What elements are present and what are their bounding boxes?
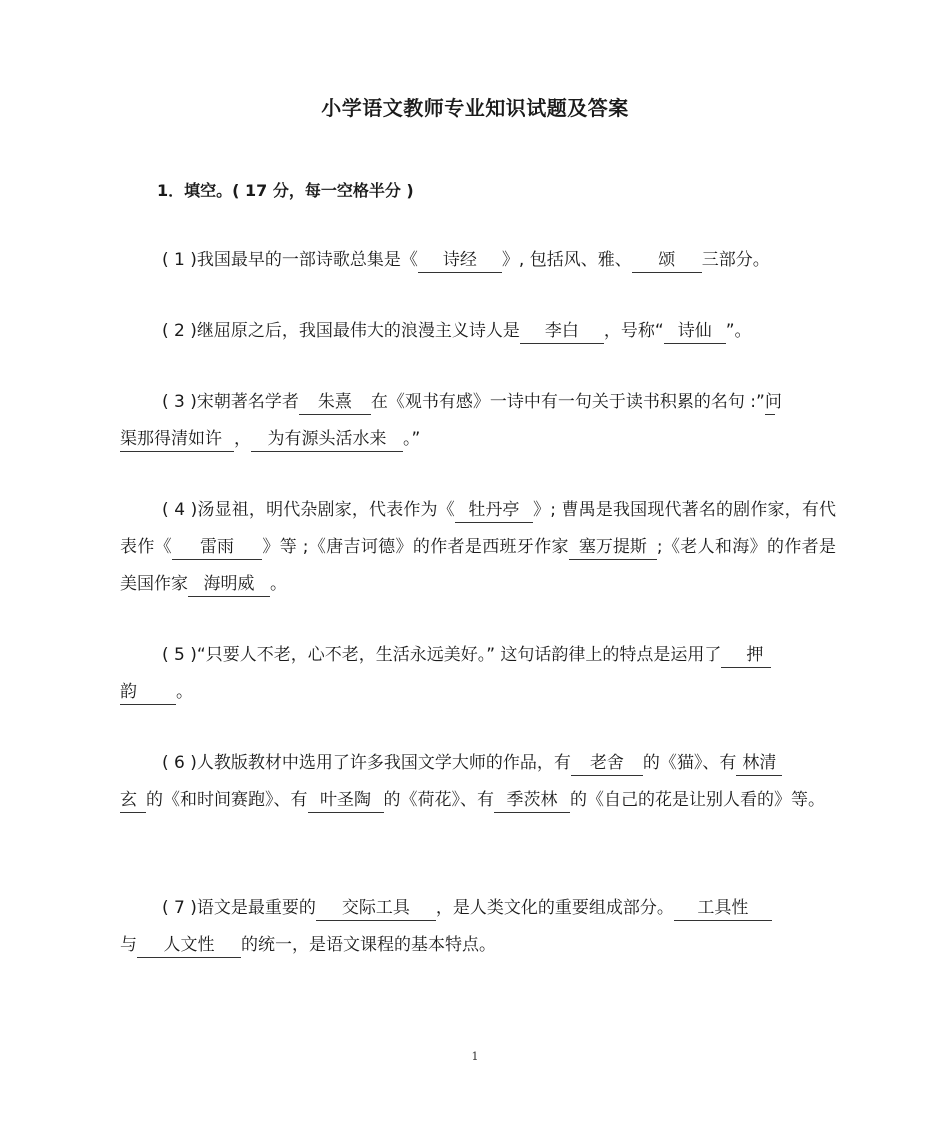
q4-text: ;《老人和海》的作者是美国作家 bbox=[120, 537, 836, 594]
q3-answer-1: 朱熹 bbox=[299, 390, 371, 415]
q3-text: 。” bbox=[403, 429, 421, 449]
q1-text: 》, 包括风、雅、 bbox=[501, 250, 632, 270]
q6-answer-1: 老舍 bbox=[571, 751, 643, 776]
q4-text: 。 bbox=[270, 574, 287, 594]
q6-number: ( 6 ) bbox=[162, 753, 197, 773]
q7-text: 与 bbox=[120, 935, 137, 955]
q2-answer-1: 李白 bbox=[520, 319, 604, 344]
q6-text: 的《荷花》、有 bbox=[383, 790, 494, 810]
q4-answer-4: 海明威 bbox=[188, 572, 270, 597]
q4-answer-1: 牡丹亭 bbox=[455, 498, 533, 523]
q3-text: 宋朝著名学者 bbox=[196, 392, 299, 412]
q3-text: ， bbox=[234, 429, 251, 449]
q2-text: ，号称“ bbox=[603, 321, 664, 341]
q6-answer-3: 叶圣陶 bbox=[308, 788, 384, 813]
question-7 bbox=[120, 890, 836, 964]
q3-number: ( 3 ) bbox=[162, 392, 197, 412]
q4-text: 》; 曹禺是我国现代著名的剧作家，有代表作《 bbox=[120, 500, 837, 557]
q5-text: “只要人不老，心不老，生活永远美好。” 这句话韵律上的特点是运用了 bbox=[196, 645, 722, 665]
q5-answer-1a: 押 bbox=[721, 643, 771, 668]
document-title: 小学语文教师专业知识试题及答案 bbox=[321, 96, 629, 120]
question-1 bbox=[120, 242, 836, 279]
q4-text: 汤显祖，明代杂剧家，代表作为《 bbox=[197, 500, 455, 520]
q3-answer-2b: 渠那得清如许 bbox=[120, 427, 234, 452]
q1-answer-1: 诗经 bbox=[418, 248, 502, 273]
q5-answer-1b: 韵 bbox=[120, 680, 176, 705]
question-4 bbox=[120, 492, 836, 603]
q1-number: ( 1 ) bbox=[162, 250, 197, 270]
q7-text: ，是人类文化的重要组成部分。 bbox=[435, 898, 674, 918]
section-heading: 1．填空。( 17 分，每一空格半分 ) bbox=[157, 181, 414, 200]
q6-answer-2b: 玄 bbox=[120, 788, 146, 813]
q1-answer-2: 颂 bbox=[632, 248, 702, 273]
q1-text: 我国最早的一部诗歌总集是《 bbox=[196, 250, 418, 270]
q5-number: ( 5 ) bbox=[162, 645, 197, 665]
question-6 bbox=[120, 745, 836, 819]
q6-text: 人教版教材中选用了许多我国文学大师的作品，有 bbox=[196, 753, 571, 773]
q2-answer-2: 诗仙 bbox=[664, 319, 726, 344]
q5-text: 。 bbox=[176, 682, 193, 702]
q3-answer-3: 为有源头活水来 bbox=[251, 427, 403, 452]
q2-text: ”。 bbox=[725, 321, 752, 341]
q4-answer-2: 雷雨 bbox=[172, 535, 262, 560]
q3-answer-2a: 问 bbox=[765, 390, 775, 415]
q1-text: 三部分。 bbox=[701, 250, 770, 270]
q7-answer-3: 人文性 bbox=[137, 933, 241, 958]
q7-text: 语文是最重要的 bbox=[196, 898, 316, 918]
q4-text: 》等 ;《唐吉诃德》的作者是西班牙作家 bbox=[262, 537, 569, 557]
q6-text: 的《猫》、有 bbox=[642, 753, 737, 773]
q3-text: 在《观书有感》一诗中有一句关于读书积累的名句 :” bbox=[370, 392, 765, 412]
q2-number: ( 2 ) bbox=[162, 321, 197, 341]
question-3 bbox=[120, 384, 836, 458]
q2-text: 继屈原之后，我国最伟大的浪漫主义诗人是 bbox=[196, 321, 520, 341]
q4-answer-3: 塞万提斯 bbox=[569, 535, 657, 560]
page-number: 1 bbox=[471, 1050, 479, 1063]
q6-text: 的《和时间赛跑》、有 bbox=[146, 790, 308, 810]
question-2 bbox=[120, 313, 836, 350]
q6-text: 的《自己的花是让别人看的》等。 bbox=[570, 790, 825, 810]
q7-number: ( 7 ) bbox=[162, 898, 197, 918]
q7-text: 的统一，是语文课程的基本特点。 bbox=[241, 935, 496, 955]
q7-answer-2: 工具性 bbox=[674, 896, 772, 921]
question-5 bbox=[120, 637, 836, 711]
q6-answer-4: 季茨林 bbox=[494, 788, 570, 813]
q4-number: ( 4 ) bbox=[162, 500, 198, 520]
q7-answer-1: 交际工具 bbox=[316, 896, 436, 921]
q6-answer-2a: 林清 bbox=[736, 751, 782, 776]
